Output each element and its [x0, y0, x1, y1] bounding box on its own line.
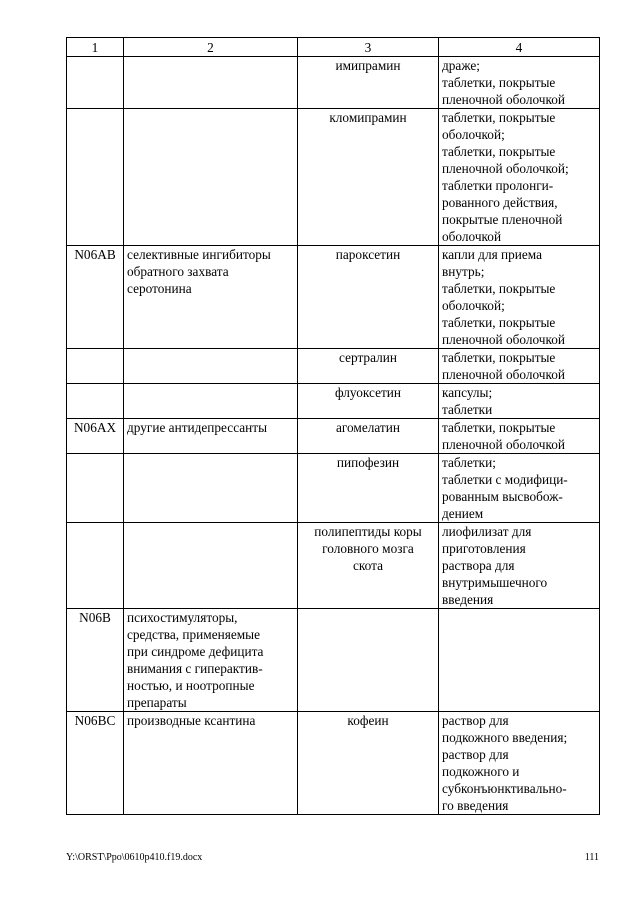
dosage-forms-line: пленочной оболочкой	[442, 332, 566, 347]
dosage-forms-cell	[439, 109, 600, 246]
column-header-4: 4	[439, 38, 600, 57]
dosage-forms-line: пленочной оболочкой;	[442, 161, 569, 176]
dosage-forms-line: капсулы;	[442, 385, 493, 400]
header-row	[67, 38, 600, 57]
page-number: 111	[584, 852, 599, 863]
dosage-forms-line: таблетки с модифици-	[442, 472, 568, 487]
substance-line: полипептиды коры	[314, 524, 422, 539]
column-header-3: 3	[298, 38, 439, 57]
atc-code-cell	[67, 246, 124, 349]
substance-cell	[298, 384, 439, 419]
substance-cell	[298, 246, 439, 349]
table-row	[67, 109, 600, 246]
atc-code-cell	[67, 109, 124, 246]
atc-code-line: N06AB	[74, 247, 116, 262]
dosage-forms-line: таблетки, покрытые	[442, 110, 556, 125]
table-row	[67, 712, 600, 815]
dosage-forms-cell	[439, 712, 600, 815]
drug-table	[66, 37, 600, 815]
dosage-forms-line: таблетки;	[442, 455, 496, 470]
atc-code-cell	[67, 349, 124, 384]
atc-code-cell	[67, 523, 124, 609]
table-row	[67, 246, 600, 349]
substance-line: пипофезин	[336, 455, 400, 470]
dosage-forms-cell	[439, 419, 600, 454]
dosage-forms-line: пленочной оболочкой	[442, 437, 566, 452]
substance-line: сертралин	[339, 350, 397, 365]
dosage-forms-line: внутрь;	[442, 264, 485, 279]
group-name-line: при синдроме дефицита	[127, 644, 264, 659]
group-name-line: другие антидепрессанты	[127, 420, 268, 435]
dosage-forms-line: таблетки, покрытые	[442, 144, 556, 159]
substance-line: кофеин	[347, 713, 389, 728]
group-name-cell	[124, 712, 298, 815]
footer-file-path: Y:\ORST\Ppo\0610p410.f19.docx	[66, 852, 203, 863]
dosage-forms-line: подкожного введения;	[442, 730, 568, 745]
dosage-forms-cell	[439, 57, 600, 109]
dosage-forms-line: лиофилизат для	[442, 524, 532, 539]
atc-code-cell	[67, 712, 124, 815]
group-name-line: обратного захвата	[127, 264, 229, 279]
group-name-line: серотонина	[127, 281, 192, 296]
dosage-forms-line: таблетки, покрытые	[442, 350, 556, 365]
dosage-forms-line: раствор для	[442, 713, 509, 728]
table-row	[67, 454, 600, 523]
group-name-line: средства, применяемые	[127, 627, 260, 642]
atc-code-line: N06AX	[73, 420, 117, 435]
group-name-cell	[124, 523, 298, 609]
dosage-forms-line: покрытые пленочной	[442, 212, 563, 227]
group-name-line: ностью, и ноотропные	[127, 678, 255, 693]
table-body	[67, 57, 600, 815]
atc-code-line: N06BC	[74, 713, 116, 728]
dosage-forms-cell	[439, 609, 600, 712]
group-name-cell	[124, 454, 298, 523]
dosage-forms-line: пленочной оболочкой	[442, 367, 566, 382]
substance-line: агомелатин	[336, 420, 400, 435]
dosage-forms-line: внутримышечного	[442, 575, 548, 590]
group-name-cell	[124, 609, 298, 712]
group-name-line: внимания с гиперактив-	[127, 661, 263, 676]
atc-code-cell	[67, 609, 124, 712]
atc-code-cell	[67, 57, 124, 109]
dosage-forms-cell	[439, 523, 600, 609]
column-header-2: 2	[124, 38, 298, 57]
substance-cell	[298, 109, 439, 246]
dosage-forms-line: раствора для	[442, 558, 515, 573]
substance-line: флуоксетин	[334, 385, 402, 400]
dosage-forms-cell	[439, 384, 600, 419]
dosage-forms-line: драже;	[442, 58, 480, 73]
dosage-forms-line: раствор для	[442, 747, 509, 762]
group-name-cell	[124, 57, 298, 109]
dosage-forms-line: субконъюнктивально-	[442, 781, 567, 796]
group-name-line: селективные ингибиторы	[127, 247, 271, 262]
group-name-cell	[124, 384, 298, 419]
table-row	[67, 419, 600, 454]
substance-line: скота	[352, 558, 384, 573]
substance-cell	[298, 712, 439, 815]
dosage-forms-line: капли для приема	[442, 247, 543, 262]
dosage-forms-line: таблетки, покрытые	[442, 315, 556, 330]
substance-cell	[298, 454, 439, 523]
table-row	[67, 609, 600, 712]
table-row	[67, 349, 600, 384]
dosage-forms-line: таблетки, покрытые	[442, 75, 556, 90]
dosage-forms-line: рованным высвобож-	[442, 489, 563, 504]
substance-line: пароксетин	[335, 247, 401, 262]
dosage-forms-cell	[439, 349, 600, 384]
atc-code-cell	[67, 454, 124, 523]
group-name-cell	[124, 349, 298, 384]
substance-line: кломипрамин	[329, 110, 407, 125]
dosage-forms-line: оболочкой;	[442, 298, 505, 313]
substance-line: имипрамин	[335, 58, 401, 73]
atc-code-line: N06B	[79, 610, 111, 625]
dosage-forms-line: таблетки, покрытые	[442, 420, 556, 435]
table-row	[67, 523, 600, 609]
dosage-forms-cell	[439, 246, 600, 349]
dosage-forms-line: введения	[442, 592, 494, 607]
dosage-forms-line: оболочкой	[442, 229, 502, 244]
dosage-forms-line: рованного действия,	[442, 195, 558, 210]
group-name-cell	[124, 419, 298, 454]
dosage-forms-line: дением	[442, 506, 484, 521]
group-name-line: препараты	[127, 695, 187, 710]
substance-cell	[298, 349, 439, 384]
group-name-line: производные ксантина	[127, 713, 256, 728]
substance-cell	[298, 609, 439, 712]
atc-code-cell	[67, 384, 124, 419]
column-header-1: 1	[67, 38, 124, 57]
dosage-forms-line: таблетки, покрытые	[442, 281, 556, 296]
group-name-cell	[124, 246, 298, 349]
dosage-forms-line: пленочной оболочкой	[442, 92, 566, 107]
dosage-forms-line: таблетки	[442, 402, 493, 417]
substance-cell	[298, 57, 439, 109]
dosage-forms-cell	[439, 454, 600, 523]
atc-code-cell	[67, 419, 124, 454]
dosage-forms-line: подкожного и	[442, 764, 520, 779]
substance-line: головного мозга	[322, 541, 414, 556]
substance-cell	[298, 523, 439, 609]
table-row	[67, 57, 600, 109]
table-row	[67, 384, 600, 419]
substance-cell	[298, 419, 439, 454]
dosage-forms-line: таблетки пролонги-	[442, 178, 554, 193]
dosage-forms-line: приготовления	[442, 541, 526, 556]
group-name-cell	[124, 109, 298, 246]
dosage-forms-line: го введения	[442, 798, 509, 813]
group-name-line: психостимуляторы,	[127, 610, 238, 625]
dosage-forms-line: оболочкой;	[442, 127, 505, 142]
